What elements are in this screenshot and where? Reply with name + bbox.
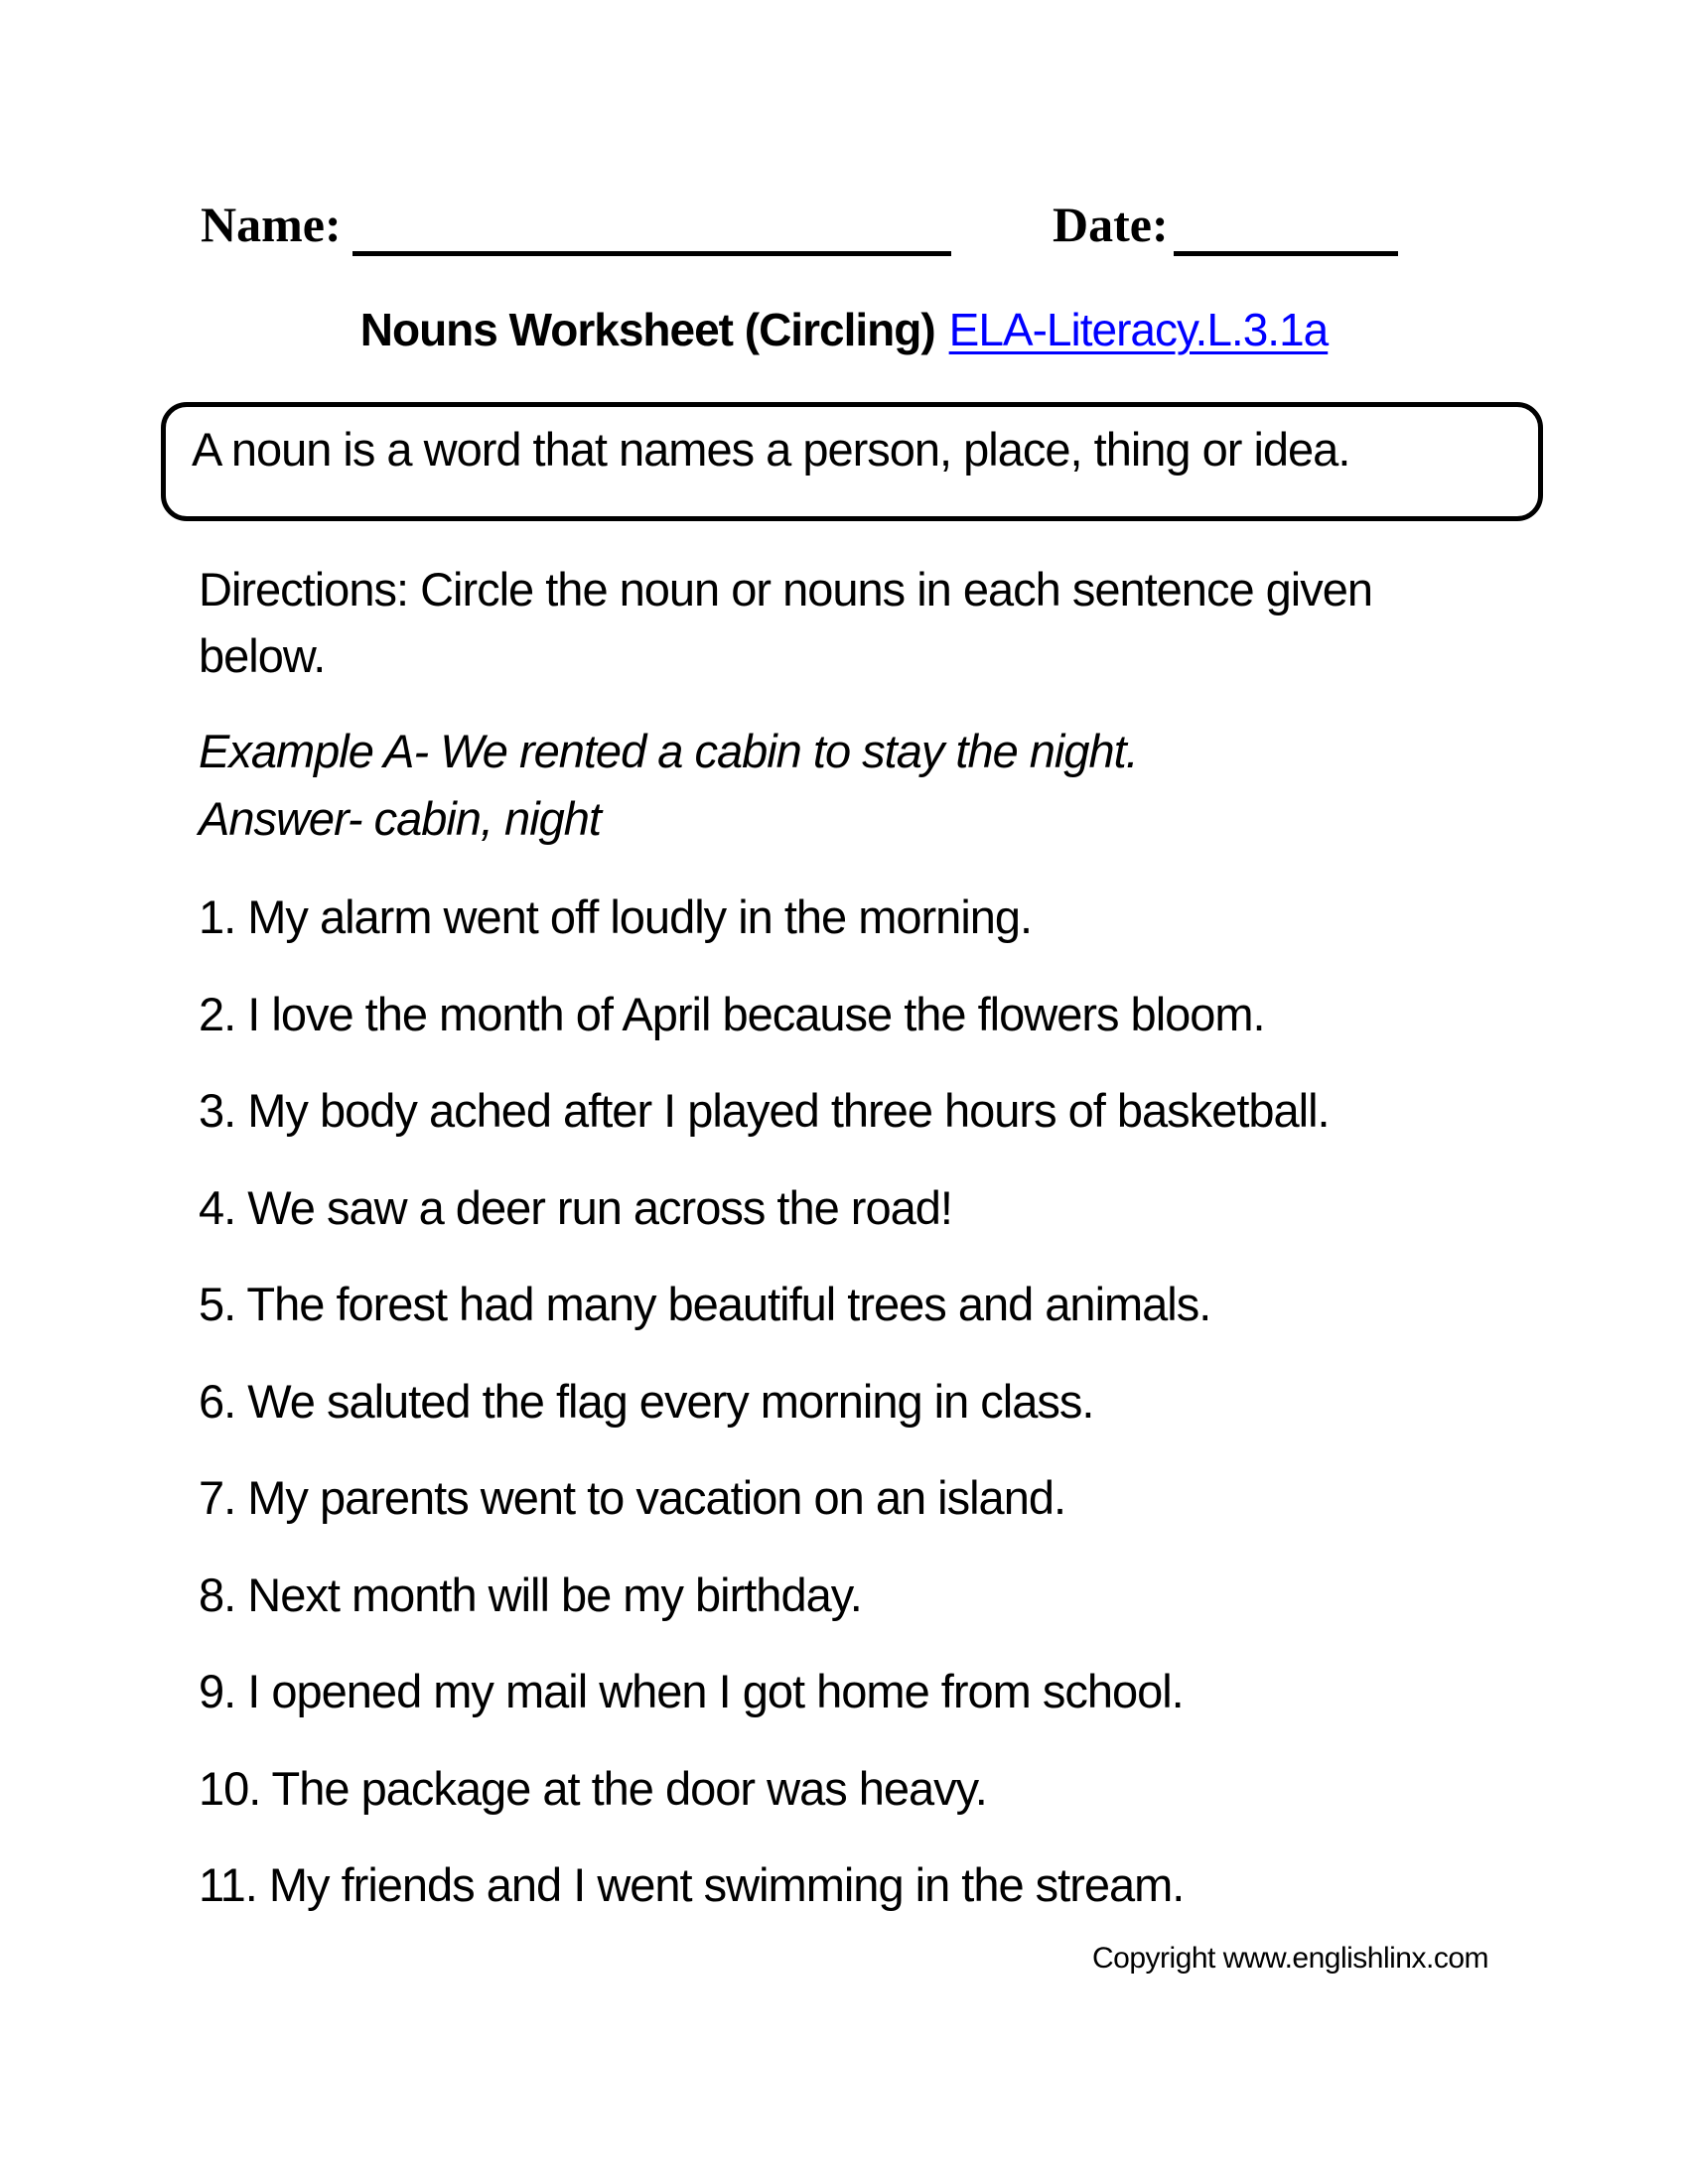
name-label: Name:: [201, 197, 342, 252]
directions-line-2: below.: [199, 629, 326, 682]
definition-box: [161, 402, 1543, 521]
copyright-text: Copyright www.englishlinx.com: [1092, 1942, 1488, 1975]
sentence-item: 4. We saw a deer run across the road!: [199, 1180, 952, 1234]
date-label: Date:: [1053, 197, 1169, 252]
name-blank-line: [352, 251, 951, 256]
example-answer: Answer- cabin, night: [199, 792, 601, 845]
sentence-list: [199, 892, 1648, 1958]
sentence-item: 10. The package at the door was heavy.: [199, 1761, 987, 1815]
example-sentence: Example A- We rented a cabin to stay the night.: [199, 725, 1138, 777]
page-title: [0, 304, 1688, 356]
page-title-text: Nouns Worksheet (Circling): [359, 304, 935, 355]
sentence-item: 1. My alarm went off loudly in the morning.: [199, 890, 1033, 943]
directions-text: [199, 556, 1589, 689]
date-blank-line: [1174, 251, 1398, 256]
sentence-item: 6. We saluted the flag every morning in class.: [199, 1374, 1094, 1428]
sentence-item: 8. Next month will be my birthday.: [199, 1568, 862, 1621]
directions-line-1: Directions: Circle the noun or nouns in each sentence given: [199, 563, 1373, 615]
sentence-item: 3. My body ached after I played three hours of basketball.: [199, 1084, 1330, 1137]
definition-text: A noun is a word that names a person, place, thing or idea.: [192, 423, 1350, 476]
sentence-item: 9. I opened my mail when I got home from school.: [199, 1665, 1184, 1717]
sentence-item: 2. I love the month of April because the flowers bloom.: [199, 987, 1265, 1040]
sentence-item: 11. My friends and I went swimming in the stream.: [199, 1858, 1185, 1911]
standard-link[interactable]: ELA-Literacy.L.3.1a: [948, 304, 1329, 355]
sentence-item: 5. The forest had many beautiful trees and animals.: [199, 1278, 1211, 1330]
sentence-item: 7. My parents went to vacation on an island.: [199, 1471, 1066, 1524]
